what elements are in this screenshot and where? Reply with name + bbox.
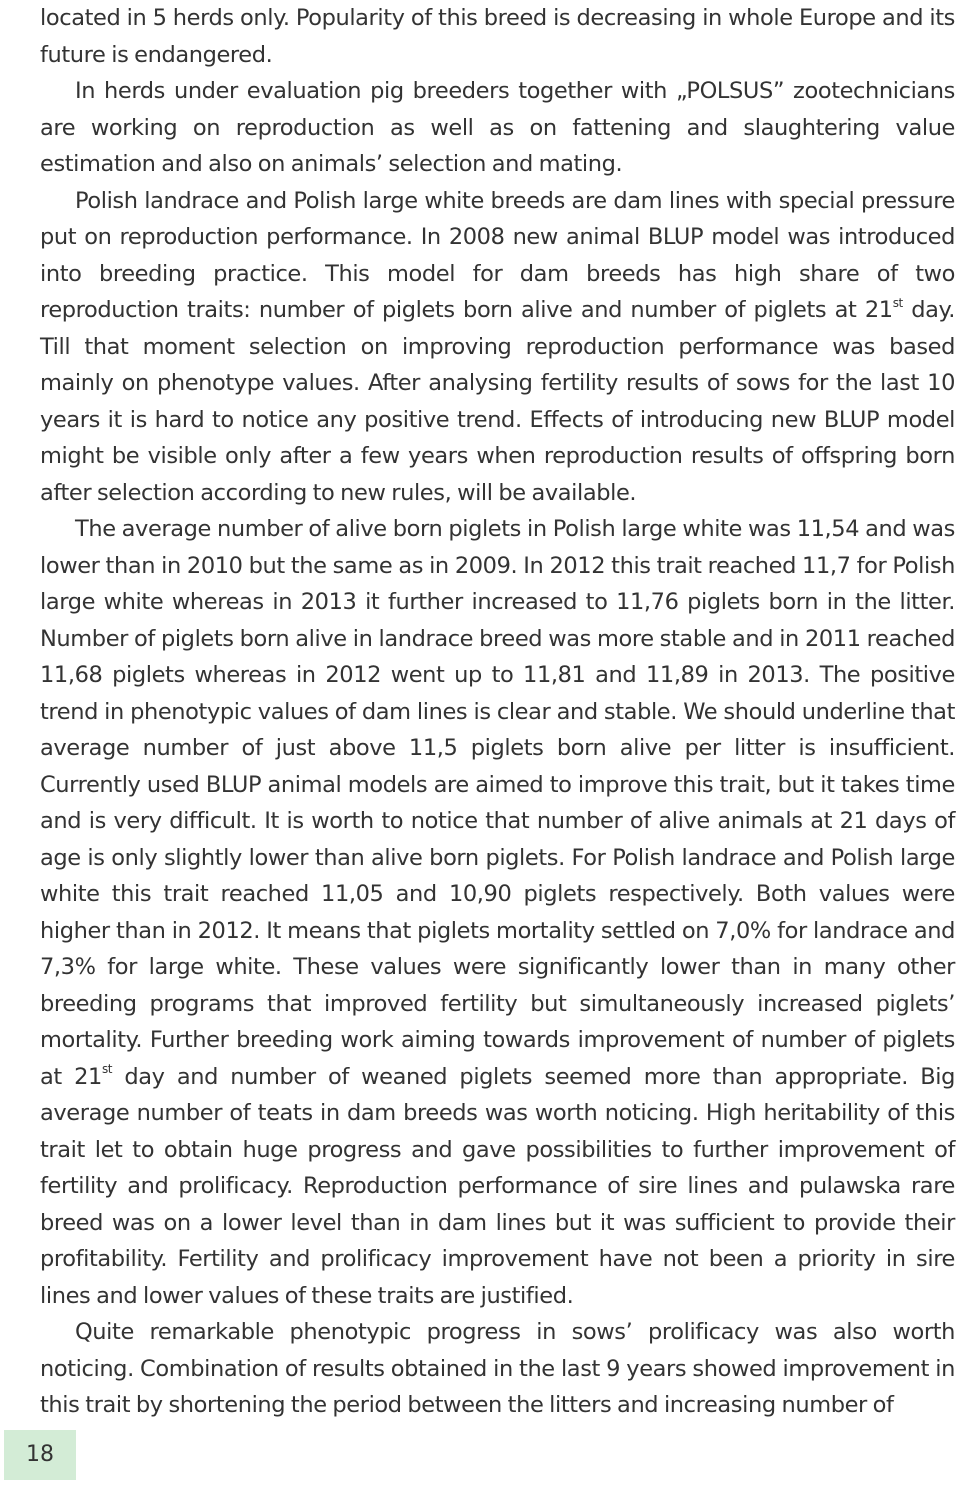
- paragraph-2: In herds under evaluation pig breeders together with „POLSUS” zootechnicians are working on reproduction as well as on fattening and slaughtering value estimation and also on animals’ selection and mating.: [40, 78, 955, 177]
- paragraph-3-text-a: Polish landrace and Polish large white breeds are dam lines with special pressure put on reproduction performance. In 2008 new animal BLUP model was introduced into breeding practice. This model for dam breeds has high share of two reproduction traits: number of piglets born alive and number of piglets at 21: [40, 187, 955, 323]
- paragraph-4-text-a: The average number of alive born piglets in Polish large white was 11,54 and was lower than in 2010 but the same as in 2009. In 2012 this trait reached 11,7 for Polish large white whereas in 2013 it further increased to 11,76 piglets born in the litter. Number of piglets born alive in landrace breed was more stable and in 2011 reached 11,68 piglets whereas in 2012 went up to 11,81 and 11,89 in 2013. The positive trend in phenotypic values of dam lines is clear and stable. We should underline that average number of just above 11,5 piglets born alive per litter is insufficient. Currently used BLUP animal models are aimed to improve this trait, but it takes time and is very difficult. It is worth to notice that number of alive animals at 21 days of age is only slightly lower than alive born piglets. For Polish landrace and Polish large white this trait reached 11,05 and 10,90 piglets respectively. Both values were higher than in 2012. It means that piglets mortality settled on 7,0% for landrace and 7,3% for large white. These values were significantly lower than in many other breeding programs that improved fertility but simultaneously increased piglets’ mortality. Further breeding work aiming towards improvement of number of piglets at 21: [40, 516, 955, 1090]
- paragraph-5: Quite remarkable phenotypic progress in sows’ prolificacy was also worth noticing. Combination of results obtained in the last 9 years showed improvement in this trait by shortening the period between the litters and increasing number of: [40, 1319, 955, 1418]
- ordinal-suffix: st: [892, 295, 903, 310]
- paragraph-1: located in 5 herds only. Popularity of this breed is decreasing in whole Europe and its future is endangered.: [40, 5, 955, 68]
- paragraph-4-text-b: day and number of weaned piglets seemed more than appropriate. Big average number of teats in dam breeds was worth noticing. High heritability of this trait let to obtain huge progress and gave possibilities to further improvement of fertility and prolificacy. Reproduction performance of sire lines and pulawska rare breed was on a lower level than in dam lines but it was sufficient to provide their profitability. Fertility and prolificacy improvement have not been a priority in sire lines and lower values of these traits are justified.: [40, 1063, 955, 1309]
- paragraph-4: [40, 511, 955, 1314]
- paragraph-3: [40, 183, 955, 512]
- paragraph-3-text-b: day. Till that moment selection on improving reproduction performance was based mainly on phenotype values. After analysing fertility results of sows for the last 10 years it is hard to notice any positive trend. Effects of introducing new BLUP model might be visible only after a few years when reproduction results of offspring born after selection according to new rules, will be available.: [40, 297, 955, 506]
- ordinal-suffix: st: [101, 1062, 113, 1076]
- page-number-badge: 18: [4, 1430, 76, 1480]
- article-body: [40, 0, 955, 1424]
